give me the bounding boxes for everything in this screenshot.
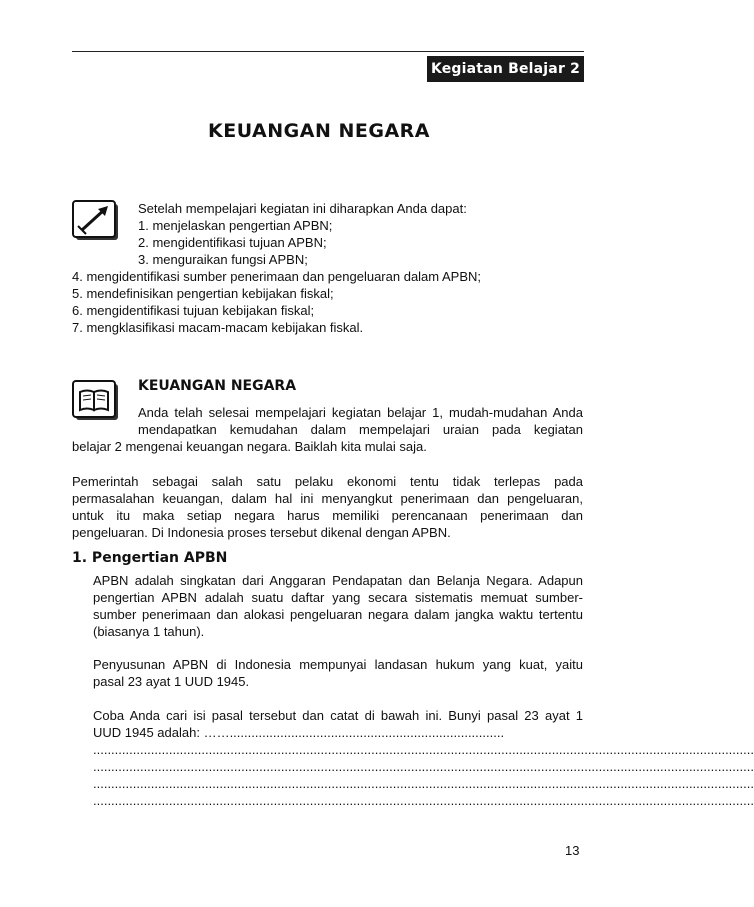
objective-item: 2. mengidentifikasi tujuan APBN; [138,235,327,250]
section-paragraph-line: permasalahan keuangan, dalam hal ini menyangkut penerimaan dan pengeluaran, [72,491,583,506]
subsection-paragraph-line: sumber penerimaan dan alokasi pengeluaran negara dalam jangka waktu tertentu [93,607,583,622]
subsection-paragraph-line: Coba Anda cari isi pasal tersebut dan catat di bawah ini. Bunyi pasal 23 ayat 1 [93,708,583,723]
answer-dotted-line[interactable]: ....................................................................................................................................................................................... [93,793,754,808]
objective-item: 1. menjelaskan pengertian APBN; [138,218,333,233]
objective-item: 4. mengidentifikasi sumber penerimaan dan pengeluaran dalam APBN; [72,269,482,284]
section-intro-line: belajar 2 mengenai keuangan negara. Baiklah kita mulai saja. [72,439,427,454]
section-tab: Kegiatan Belajar 2 [427,56,584,82]
section-heading: KEUANGAN NEGARA [138,378,297,394]
book-icon [72,380,120,420]
objectives-intro: Setelah mempelajari kegiatan ini diharapkan Anda dapat: [138,201,467,216]
header-rule [72,51,584,52]
target-arrow-icon [72,200,120,240]
answer-dotted-line[interactable]: ....................................................................................................................................................................................... [93,759,754,774]
objective-item: 3. menguraikan fungsi APBN; [138,252,308,267]
answer-dotted-line[interactable]: ....................................................................................................................................................................................... [93,776,754,791]
objective-item: 7. mengklasifikasi macam-macam kebijakan fiskal. [72,320,364,335]
subsection-paragraph-line: Penyusunan APBN di Indonesia mempunyai landasan hukum yang kuat, yaitu [93,657,583,672]
subsection-paragraph-line: pengertian APBN adalah suatu daftar yang secara sistematis memuat sumber- [93,590,583,605]
objective-item: 6. mengidentifikasi tujuan kebijakan fiskal; [72,303,315,318]
section-paragraph-line: Pemerintah sebagai salah satu pelaku ekonomi tentu tidak terlepas pada [72,474,583,489]
objective-item: 5. mendefinisikan pengertian kebijakan fiskal; [72,286,334,301]
section-intro-line: mendapatkan kemudahan dalam mempelajari uraian pada kegiatan [138,422,583,437]
page-title: KEUANGAN NEGARA [208,120,430,142]
subsection-paragraph-line: pasal 23 ayat 1 UUD 1945. [93,674,250,689]
section-paragraph-line: untuk itu maka setiap negara harus memiliki perencanaan penerimaan dan [72,508,583,523]
subsection-paragraph-line: (biasanya 1 tahun). [93,624,205,639]
page-number: 13 [565,843,580,858]
subsection-paragraph-line: UUD 1945 adalah: ……............................................................................ [93,725,505,740]
subsection-paragraph-line: APBN adalah singkatan dari Anggaran Pendapatan dan Belanja Negara. Adapun [93,573,583,588]
section-intro-line: Anda telah selesai mempelajari kegiatan belajar 1, mudah-mudahan Anda [138,405,583,420]
subsection-heading: 1. Pengertian APBN [72,550,228,566]
section-paragraph-line: pengeluaran. Di Indonesia proses tersebut dikenal dengan APBN. [72,525,451,540]
answer-dotted-line[interactable]: ....................................................................................................................................................................................... [93,742,754,757]
